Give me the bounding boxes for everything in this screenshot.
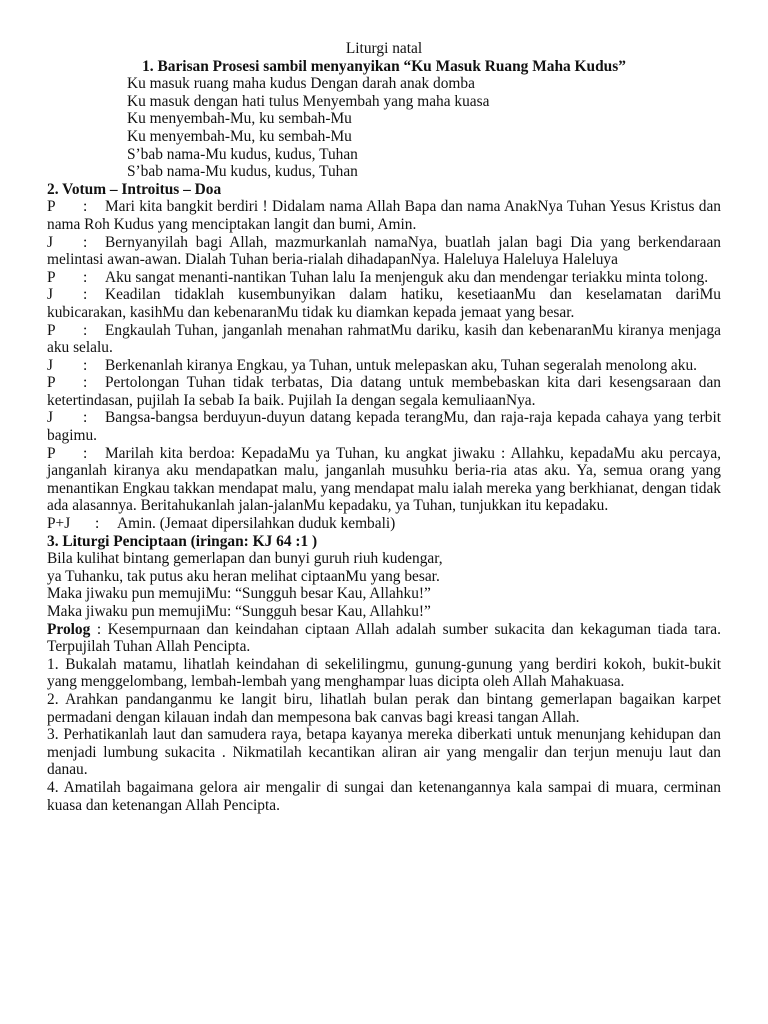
entry-text: Berkenanlah kiranya Engkau, ya Tuhan, untuk melepaskan aku, Tuhan segeralah menolong aku. [105, 356, 697, 374]
speaker-label: P [47, 321, 56, 339]
speaker-label: J [47, 233, 53, 251]
liturgy-entry: P : Aku sangat menanti-nantikan Tuhan lalu Ia menjenguk aku dan mendengar teriakku minta tolong. [47, 268, 709, 286]
speaker-label: J [47, 286, 53, 304]
section-1-heading: 1. Barisan Prosesi sambil menyanyikan “Ku Masuk Ruang Maha Kudus” [142, 57, 626, 75]
prolog-text: : Kesempurnaan dan keindahan ciptaan Allah adalah sumber sukacita dan kekaguman tiada tara. Terpujilah Tuhan Allah Pencipta. [47, 620, 721, 656]
entry-text: Marilah kita berdoa: KepadaMu ya Tuhan, ku angkat jiwaku : Allahku, kepadaMu aku percaya, janganlah kiranya aku mendapatkan malu, janganlah musuhku beria-ria atas aku. Ya, semua orang yang menantikan Engkau takkan mendapat malu, yang mendapat malu ialah mereka yang berkhianat, dengan tidak ada alasannya. Beritahukanlah jalan-jalanMu kepadaku, ya Tuhan, tunjukkan itu kepadaku. [47, 444, 721, 515]
entry-text: Aku sangat menanti-nantikan Tuhan lalu Ia menjenguk aku dan mendengar teriakku minta tolong. [105, 268, 709, 286]
entry-text: Mari kita bangkit berdiri ! Didalam nama Allah Bapa dan nama AnakNya Tuhan Yesus Kristus dan nama Roh Kudus yang menciptakan langit dan bumi, Amin. [47, 198, 721, 233]
speaker-label: J [47, 356, 53, 374]
song-line: S’bab nama-Mu kudus, kudus, Tuhan [127, 145, 358, 163]
speaker-label: P [47, 268, 56, 286]
liturgy-closing: P+J : Amin. (Jemaat dipersilahkan duduk kembali) [47, 515, 396, 533]
entry-text: Engkaulah Tuhan, janganlah menahan rahmatMu dariku, kasih dan kebenaranMu kiranya menjaga aku selalu. [47, 321, 721, 357]
liturgy-entry: P : Engkaulah Tuhan, janganlah menahan rahmatMu dariku, kasih dan kebenaranMu kiranya menjaga aku selalu. [47, 321, 721, 357]
speaker-label: J [47, 409, 53, 427]
song-line: Ku masuk ruang maha kudus Dengan darah anak domba [127, 75, 475, 93]
hymn-line: Maka jiwaku pun memujiMu: “Sungguh besar Kau, Allahku!” [47, 603, 431, 620]
hymn-line: Maka jiwaku pun memujiMu: “Sungguh besar Kau, Allahku!” [47, 585, 431, 603]
liturgy-entry: J : Berkenanlah kiranya Engkau, ya Tuhan, untuk melepaskan aku, Tuhan segeralah menolong aku. [47, 356, 697, 374]
entry-text: Bangsa-bangsa berduyun-duyun datang kepada terangMu, dan raja-raja kepada cahaya yang terbit bagimu. [47, 409, 721, 445]
document-title: Liturgi natal [345, 40, 423, 57]
list-item: 4. Amatilah bagaimana gelora air mengalir di sungai dan ketenangannya kala sampai di muara, cerminan kuasa dan ketenangan Allah Pencipta. [47, 778, 721, 814]
prolog-paragraph [47, 621, 721, 656]
prolog-label: Prolog [47, 620, 91, 638]
liturgy-entry: P : Mari kita bangkit berdiri ! Didalam nama Allah Bapa dan nama AnakNya Tuhan Yesus Kristus dan nama Roh Kudus yang menciptakan langit dan bumi, Amin. [47, 198, 721, 233]
song-line: Ku menyembah-Mu, ku sembah-Mu [127, 110, 352, 128]
list-item: 3. Perhatikanlah laut dan samudera raya, betapa kayanya mereka diberkati untuk menunjang kehidupan dan menjadi lumbung sukacita . Nikmatilah kecantikan aliran air yang mengalir dan terjun menuju laut dan danau. [47, 726, 721, 779]
entry-text: Pertolongan Tuhan tidak terbatas, Dia datang untuk membebaskan kita dari kesengsaraan dan ketertindasan, pujilah Ia sebab Ia baik. Pujilah Ia dengan segala kemuliaanNya. [47, 374, 721, 409]
song-line: S’bab nama-Mu kudus, kudus, Tuhan [127, 163, 358, 181]
hymn-line: Bila kulihat bintang gemerlapan dan bunyi guruh riuh kudengar, [47, 550, 443, 568]
speaker-label: P [47, 444, 56, 462]
hymn-lyrics [47, 550, 721, 620]
entry-text: Keadilan tidaklah kusembunyikan dalam hatiku, kesetiaanMu dan keselamatan dariMu kubicarakan, kasihMu dan kebenaranMu tidak ku diamkan kepada jemaat yang besar. [47, 286, 721, 321]
song-line: Ku menyembah-Mu, ku sembah-Mu [127, 127, 352, 145]
speaker-label: P [47, 198, 56, 216]
liturgy-entry: P : Pertolongan Tuhan tidak terbatas, Dia datang untuk membebaskan kita dari kesengsaraan dan ketertindasan, pujilah Ia sebab Ia baik. Pujilah Ia dengan segala kemuliaanNya. [47, 374, 721, 409]
section-3-heading: 3. Liturgi Penciptaan (iringan: KJ 64 :1 ) [47, 532, 318, 550]
list-item: 2. Arahkan pandanganmu ke langit biru, lihatlah bulan perak dan bintang gemerlapan bagaikan karpet permadani dengan kilauan indah dan mempesona bak canvas bagi kreasi tangan Allah. [47, 690, 721, 726]
hymn-line: ya Tuhanku, tak putus aku heran melihat ciptaanMu yang besar. [47, 567, 440, 585]
liturgy-entry: J : Keadilan tidaklah kusembunyikan dalam hatiku, kesetiaanMu dan keselamatan dariMu kubicarakan, kasihMu dan kebenaranMu tidak ku diamkan kepada jemaat yang besar. [47, 286, 721, 321]
song-lyrics [47, 75, 721, 181]
liturgy-entry: P : Marilah kita berdoa: KepadaMu ya Tuhan, ku angkat jiwaku : Allahku, kepadaMu aku percaya, janganlah kiranya aku mendapatkan malu, janganlah musuhku beria-ria atas aku. Ya, semua orang yang menantikan Engkau takkan mendapat malu, yang mendapat malu ialah mereka yang berkhianat, dengan tidak ada alasannya. Beritahukanlah jalan-jalanMu kepadaku, ya Tuhan, tunjukkan itu kepadaku. [47, 444, 721, 515]
entry-text: Bernyanyilah bagi Allah, mazmurkanlah namaNya, buatlah jalan bagi Dia yang berkendaraan melintasi awan-awan. Dialah Tuhan beria-rialah dihadapanNya. Haleluya Haleluya Haleluya [47, 233, 721, 269]
list-item: 1. Bukalah matamu, lihatlah keindahan di sekelilingmu, gunung-gunung yang berdiri kokoh, bukit-bukit yang menggelombang, lembah-lembah yang menghampar luas dicipta oleh Allah Mahakuasa. [47, 655, 721, 691]
liturgy-entry: J : Bernyanyilah bagi Allah, mazmurkanlah namaNya, buatlah jalan bagi Dia yang berkendaraan melintasi awan-awan. Dialah Tuhan beria-rialah dihadapanNya. Haleluya Haleluya Haleluya [47, 233, 721, 269]
section-2-heading: 2. Votum – Introitus – Doa [47, 180, 222, 198]
speaker-label: P+J [47, 515, 71, 533]
speaker-label: P [47, 374, 56, 392]
liturgy-entry: J : Bangsa-bangsa berduyun-duyun datang kepada terangMu, dan raja-raja kepada cahaya yang terbit bagimu. [47, 409, 721, 445]
entry-text: Amin. (Jemaat dipersilahkan duduk kembali) [117, 515, 396, 533]
song-line: Ku masuk dengan hati tulus Menyembah yang maha kuasa [127, 92, 490, 110]
